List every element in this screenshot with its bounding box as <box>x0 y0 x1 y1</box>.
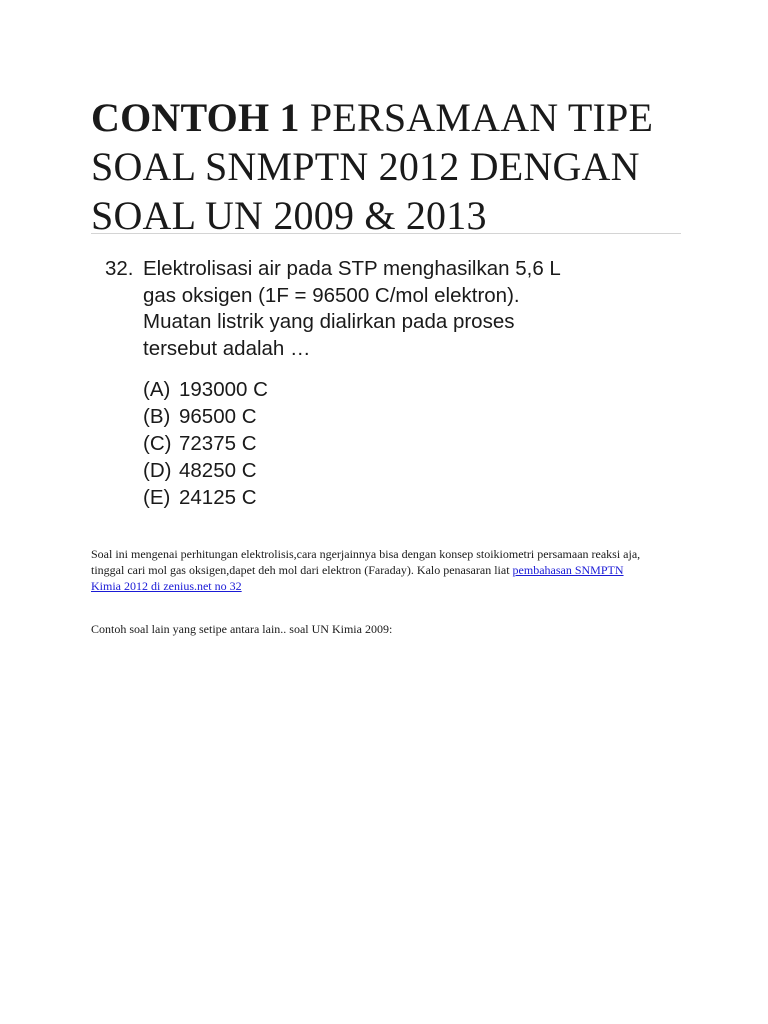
title-divider <box>91 233 681 234</box>
option-value: 193000 C <box>179 378 268 401</box>
option-d <box>143 457 575 484</box>
explanation-text: Soal ini mengenai perhitungan elektrolisis,cara ngerjainnya bisa dengan konsep stoikiometri persamaan reaksi aja, tinggal cari mol gas oksigen,dapet deh mol dari elektron (Faraday). Kalo penasaran liat <box>91 547 641 577</box>
pembahasan-link[interactable]: pembahasan SNMPTN Kimia 2012 di zenius.net no 32 <box>91 563 624 593</box>
option-e <box>143 484 575 511</box>
answer-options <box>143 376 575 511</box>
page-title <box>91 93 681 240</box>
option-value: 96500 C <box>179 405 257 428</box>
option-b <box>143 403 575 430</box>
option-letter: (D) <box>143 459 172 482</box>
title-bold-part: CONTOH 1 <box>91 95 300 140</box>
question-stem <box>105 256 575 362</box>
question-text: Elektrolisasi air pada STP menghasilkan 5,6 L gas oksigen (1F = 96500 C/mol elektron). Muatan listrik yang dialirkan pada proses tersebut adalah … <box>143 257 561 360</box>
option-a <box>143 376 575 403</box>
option-value: 48250 C <box>179 459 257 482</box>
title-rest-part: PERSAMAAN TIPE SOAL SNMPTN 2012 DENGAN SOAL UN 2009 & 2013 <box>91 95 654 238</box>
option-c <box>143 430 575 457</box>
option-letter: (B) <box>143 405 171 428</box>
option-value: 72375 C <box>179 432 257 455</box>
option-letter: (A) <box>143 378 171 401</box>
other-examples-paragraph: Contoh soal lain yang setipe antara lain.. soal UN Kimia 2009: <box>91 622 393 636</box>
option-letter: (E) <box>143 486 171 509</box>
option-value: 24125 C <box>179 486 257 509</box>
explanation-paragraph <box>91 546 651 594</box>
question-number: 32. <box>105 257 134 280</box>
question-image <box>105 256 575 511</box>
option-letter: (C) <box>143 432 172 455</box>
